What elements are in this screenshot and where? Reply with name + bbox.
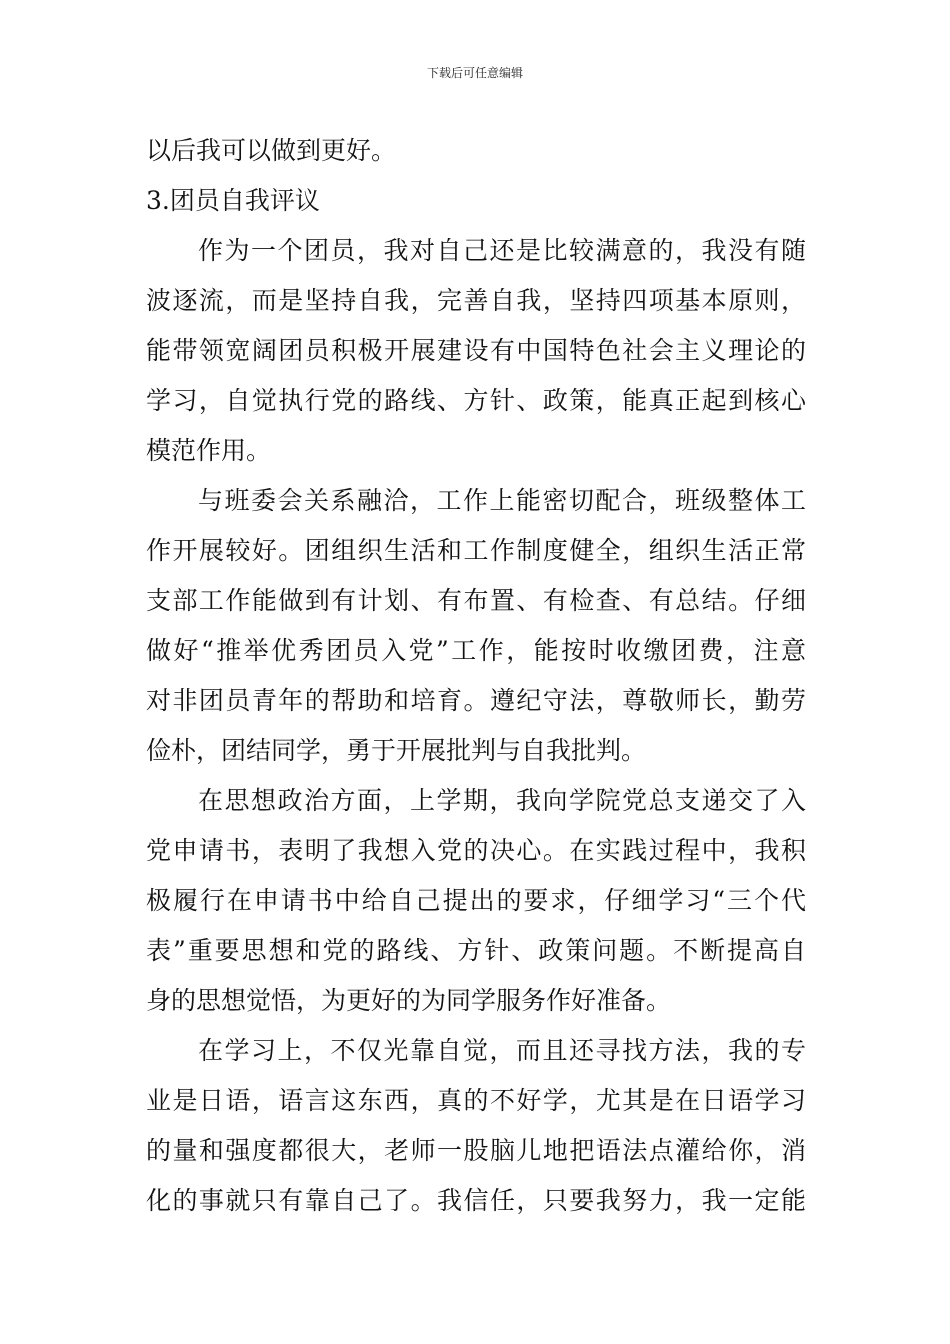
paragraph-line: 能带领宽阔团员积极开展建设有中国特色社会主义理论的 — [146, 336, 806, 365]
document-body — [146, 126, 806, 1226]
paragraph-line: 做好“推举优秀团员入党”工作，能按时收缴团费，注意 — [146, 636, 806, 665]
paragraph-line: 模范作用。 — [146, 436, 272, 465]
paragraph-line: 极履行在申请书中给自己提出的要求，仔细学习“三个代 — [146, 886, 806, 915]
paragraph-line: 在学习上，不仅光靠自觉，而且还寻找方法，我的专 — [198, 1036, 806, 1065]
paragraph-line: 党申请书，表明了我想入党的决心。在实践过程中，我积 — [146, 836, 806, 865]
paragraph-line: 与班委会关系融洽，工作上能密切配合，班级整体工 — [198, 486, 806, 515]
paragraph-line: 在思想政治方面，上学期，我向学院党总支递交了入 — [198, 786, 806, 815]
paragraph-line: 作开展较好。团组织生活和工作制度健全，组织生活正常 — [146, 536, 806, 565]
paragraph-line: 作为一个团员，我对自己还是比较满意的，我没有随 — [198, 236, 806, 265]
paragraph-line: 的量和强度都很大，老师一股脑儿地把语法点灌给你，消 — [146, 1136, 806, 1165]
section-heading: 3.团员自我评议 — [146, 186, 320, 215]
paragraph-line: 波逐流，而是坚持自我，完善自我，坚持四项基本原则， — [146, 286, 806, 315]
paragraph-line: 学习，自觉执行党的路线、方针、政策，能真正起到核心 — [146, 386, 806, 415]
paragraph-line: 对非团员青年的帮助和培育。遵纪守法，尊敬师长，勤劳 — [146, 686, 806, 715]
paragraph-line: 化的事就只有靠自己了。我信任，只要我努力，我一定能 — [146, 1186, 806, 1215]
page-header: 下载后可任意编辑 — [426, 66, 523, 80]
paragraph-line: 俭朴，团结同学，勇于开展批判与自我批判。 — [146, 736, 647, 765]
paragraph-line: 支部工作能做到有计划、有布置、有检查、有总结。仔细 — [146, 586, 806, 615]
text-line: 以后我可以做到更好。 — [146, 136, 397, 165]
paragraph-line: 身的思想觉悟，为更好的为同学服务作好准备。 — [146, 986, 672, 1015]
paragraph-line: 业是日语，语言这东西，真的不好学，尤其是在日语学习 — [146, 1086, 806, 1115]
paragraph-line: 表”重要思想和党的路线、方针、政策问题。不断提高自 — [146, 936, 806, 965]
